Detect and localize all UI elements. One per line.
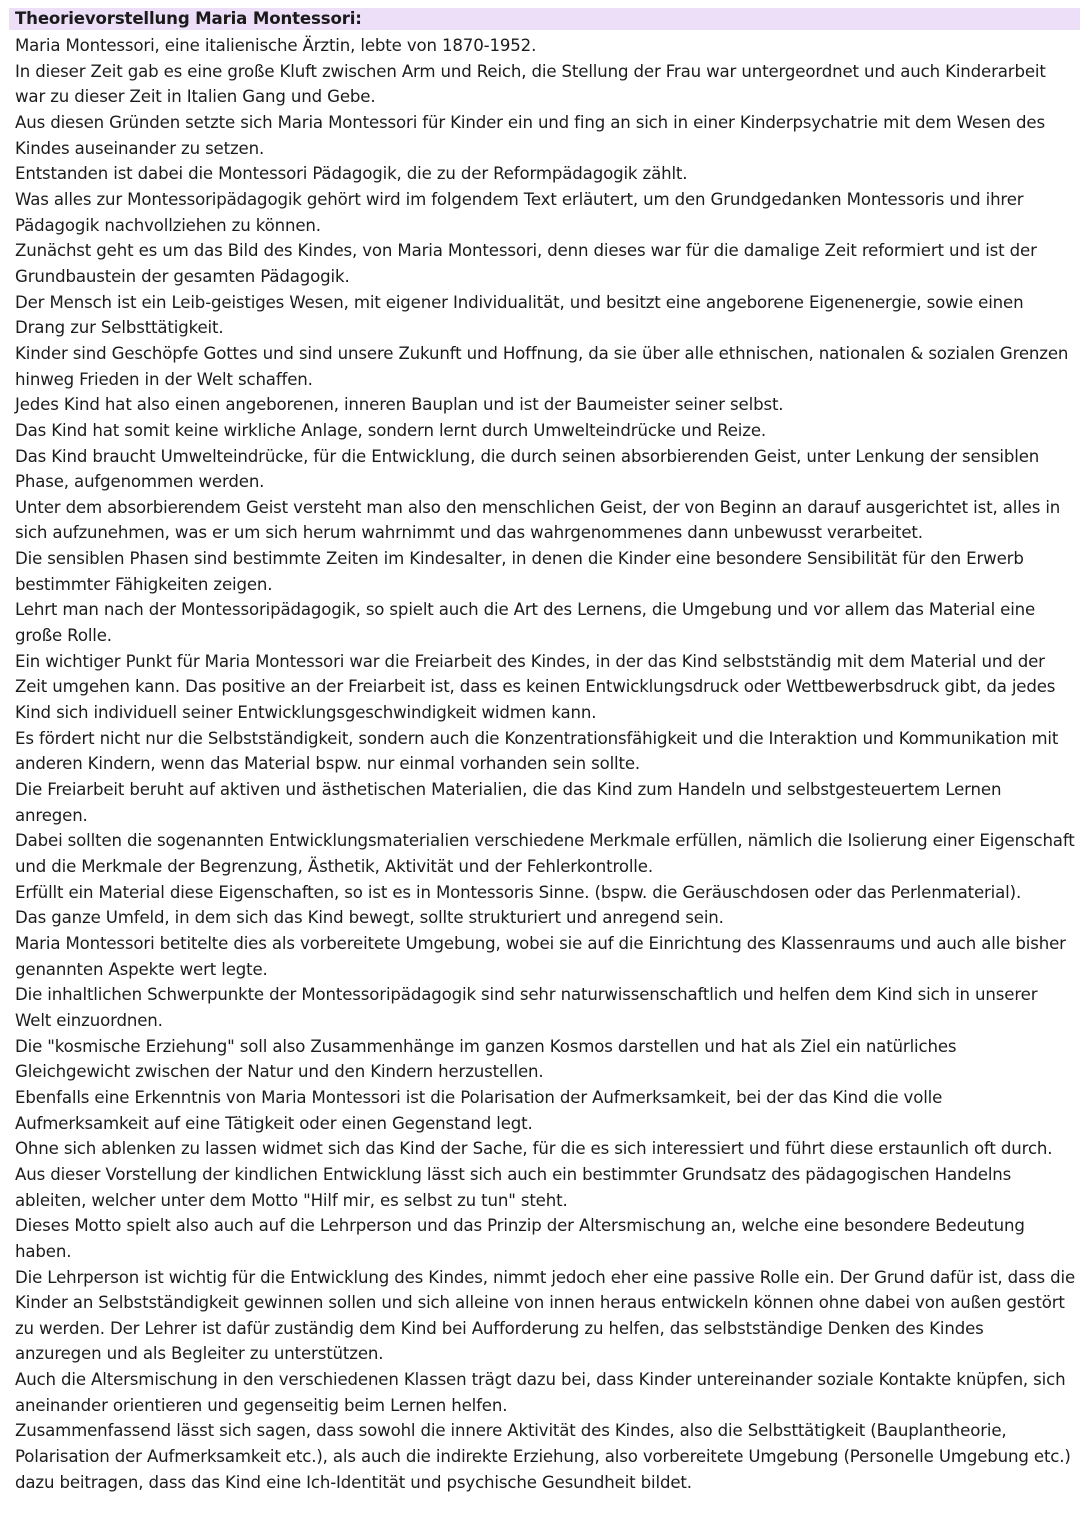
paragraph: Jedes Kind hat also einen angeborenen, inneren Bauplan und ist der Baumeister seiner selbst. (15, 395, 784, 415)
document-title: Theorievorstellung Maria Montessori: (15, 9, 362, 28)
paragraph: Das ganze Umfeld, in dem sich das Kind bewegt, sollte strukturiert und anregend sein. (15, 908, 724, 928)
paragraph: Maria Montessori, eine italienische Ärztin, lebte von 1870-1952. (15, 36, 537, 55)
paragraph: Dieses Motto spielt also auch auf die Lehrperson und das Prinzip der Altersmischung an, welche eine besondere Bedeutung haben. (15, 1216, 1025, 1261)
paragraph: Aus dieser Vorstellung der kindlichen Entwicklung lässt sich auch ein bestimmter Grundsatz des pädagogischen Handelns ableiten, welcher unter dem Motto "Hilf mir, es selbst zu tun" steht. (15, 1164, 1012, 1210)
paragraph: Ein wichtiger Punkt für Maria Montessori war die Freiarbeit des Kindes, in der das Kind selbstständig mit dem Material und der Zeit umgehen kann. Das positive an der Freiarbeit ist, dass es keinen Entwicklungsdruck oder Wettbewerbsdruck gibt, da jedes Kind sich individuell seiner Entwicklungsgeschwindigkeit widmen kann. (15, 651, 1056, 723)
paragraph: Die inhaltlichen Schwerpunkte der Montessoripädagogik sind sehr naturwissenschaftlich und helfen dem Kind sich in unserer Welt einzuordnen. (15, 985, 1038, 1030)
paragraph: Der Mensch ist ein Leib-geistiges Wesen, mit eigener Individualität, und besitzt eine angeborene Eigenenergie, sowie einen Drang zur Selbsttätigkeit. (15, 292, 1024, 338)
paragraph: Die Freiarbeit beruht auf aktiven und ästhetischen Materialien, die das Kind zum Handeln und selbstgesteuertem Lernen anregen. (15, 780, 1002, 825)
paragraph: Lehrt man nach der Montessoripädagogik, so spielt auch die Art des Lernens, die Umgebung und vor allem das Material eine große Rolle. (15, 600, 1036, 646)
paragraph: Zunächst geht es um das Bild des Kindes, von Maria Montessori, denn dieses war für die damalige Zeit reformiert und ist der Grundbaustein der gesamten Pädagogik. (15, 241, 1037, 286)
paragraph: Kinder sind Geschöpfe Gottes und sind unsere Zukunft und Hoffnung, da sie über alle ethnischen, nationalen & sozialen Grenzen hinweg Frieden in der Welt schaffen. (15, 343, 1069, 389)
paragraph: Ohne sich ablenken zu lassen widmet sich das Kind der Sache, für die es sich interessiert und führt diese erstaunlich oft durch. (15, 1139, 1053, 1159)
document-page (15, 8, 1075, 1495)
paragraph: Die sensiblen Phasen sind bestimmte Zeiten im Kindesalter, in denen die Kinder eine besondere Sensibilität für den Erwerb bestimmter Fähigkeiten zeigen. (15, 549, 1024, 594)
paragraph: Aus diesen Gründen setzte sich Maria Montessori für Kinder ein und fing an sich in einer Kinderpsychatrie mit dem Wesen des Kindes auseinander zu setzen. (15, 112, 1045, 158)
paragraph: Dabei sollten die sogenannten Entwicklungsmaterialien verschiedene Merkmale erfüllen, nämlich die Isolierung einer Eigenschaft und die Merkmale der Begrenzung, Ästhetik, Aktivität und der Fehlerkontrolle. (15, 831, 1075, 876)
paragraph: Erfüllt ein Material diese Eigenschaften, so ist es in Montessoris Sinne. (bspw. die Geräuschdosen oder das Perlenmaterial). (15, 882, 1022, 902)
paragraph: In dieser Zeit gab es eine große Kluft zwischen Arm und Reich, die Stellung der Frau war untergeordnet und auch Kinderarbeit war zu dieser Zeit in Italien Gang und Gebe. (15, 61, 1046, 107)
document-body (15, 33, 1075, 1495)
paragraph: Ebenfalls eine Erkenntnis von Maria Montessori ist die Polarisation der Aufmerksamkeit, bei der das Kind die volle Aufmerksamkeit auf eine Tätigkeit oder einen Gegenstand legt. (15, 1087, 943, 1133)
paragraph: Unter dem absorbierendem Geist versteht man also den menschlichen Geist, der von Beginn an darauf ausgerichtet ist, alles in sich aufzunehmen, was er um sich herum wahrnimmt und das wahrgenommenes dann unbewusst verarbeitet. (15, 497, 1061, 543)
paragraph: Auch die Altersmischung in den verschiedenen Klassen trägt dazu bei, dass Kinder untereinander soziale Kontakte knüpfen, sich aneinander orientieren und gegenseitig beim Lernen helfen. (15, 1370, 1066, 1415)
paragraph: Zusammenfassend lässt sich sagen, dass sowohl die innere Aktivität des Kindes, also die Selbsttätigkeit (Bauplantheorie, Polarisation der Aufmerksamkeit etc.), als auch die indirekte Erziehung, also vorbereitete Umgebung (Personelle Umgebung etc.) dazu beitragen, dass das Kind eine Ich-Identität und psychische Gesundheit bildet. (15, 1421, 1071, 1492)
title-highlight (9, 8, 1080, 30)
paragraph: Es fördert nicht nur die Selbstständigkeit, sondern auch die Konzentrationsfähigkeit und die Interaktion und Kommunikation mit anderen Kindern, wenn das Material bspw. nur einmal vorhanden sein sollte. (15, 728, 1059, 774)
paragraph: Die "kosmische Erziehung" soll also Zusammenhänge im ganzen Kosmos darstellen und hat als Ziel ein natürliches Gleichgewicht zwischen der Natur und den Kindern herzustellen. (15, 1036, 957, 1082)
paragraph: Das Kind braucht Umwelteindrücke, für die Entwicklung, die durch seinen absorbierenden Geist, unter Lenkung der sensiblen Phase, aufgenommen werden. (15, 446, 1040, 492)
paragraph: Die Lehrperson ist wichtig für die Entwicklung des Kindes, nimmt jedoch eher eine passive Rolle ein. Der Grund dafür ist, dass die Kinder an Selbstständigkeit gewinnen sollen und sich alleine von innen heraus entwickeln können ohne dabei von außen gestört zu werden. Der Lehrer ist dafür zuständig dem Kind bei Aufforderung zu helfen, das selbstständige Denken des Kindes anzuregen und als Begleiter zu unterstützen. (15, 1267, 1076, 1364)
paragraph: Entstanden ist dabei die Montessori Pädagogik, die zu der Reformpädagogik zählt. (15, 164, 688, 184)
paragraph: Was alles zur Montessoripädagogik gehört wird im folgendem Text erläutert, um den Grundgedanken Montessoris und ihrer Pädagogik nachvollziehen zu können. (15, 189, 1024, 235)
paragraph: Maria Montessori betitelte dies als vorbereitete Umgebung, wobei sie auf die Einrichtung des Klassenraums und auch alle bisher genannten Aspekte wert legte. (15, 933, 1066, 979)
paragraph: Das Kind hat somit keine wirkliche Anlage, sondern lernt durch Umwelteindrücke und Reize. (15, 420, 767, 440)
